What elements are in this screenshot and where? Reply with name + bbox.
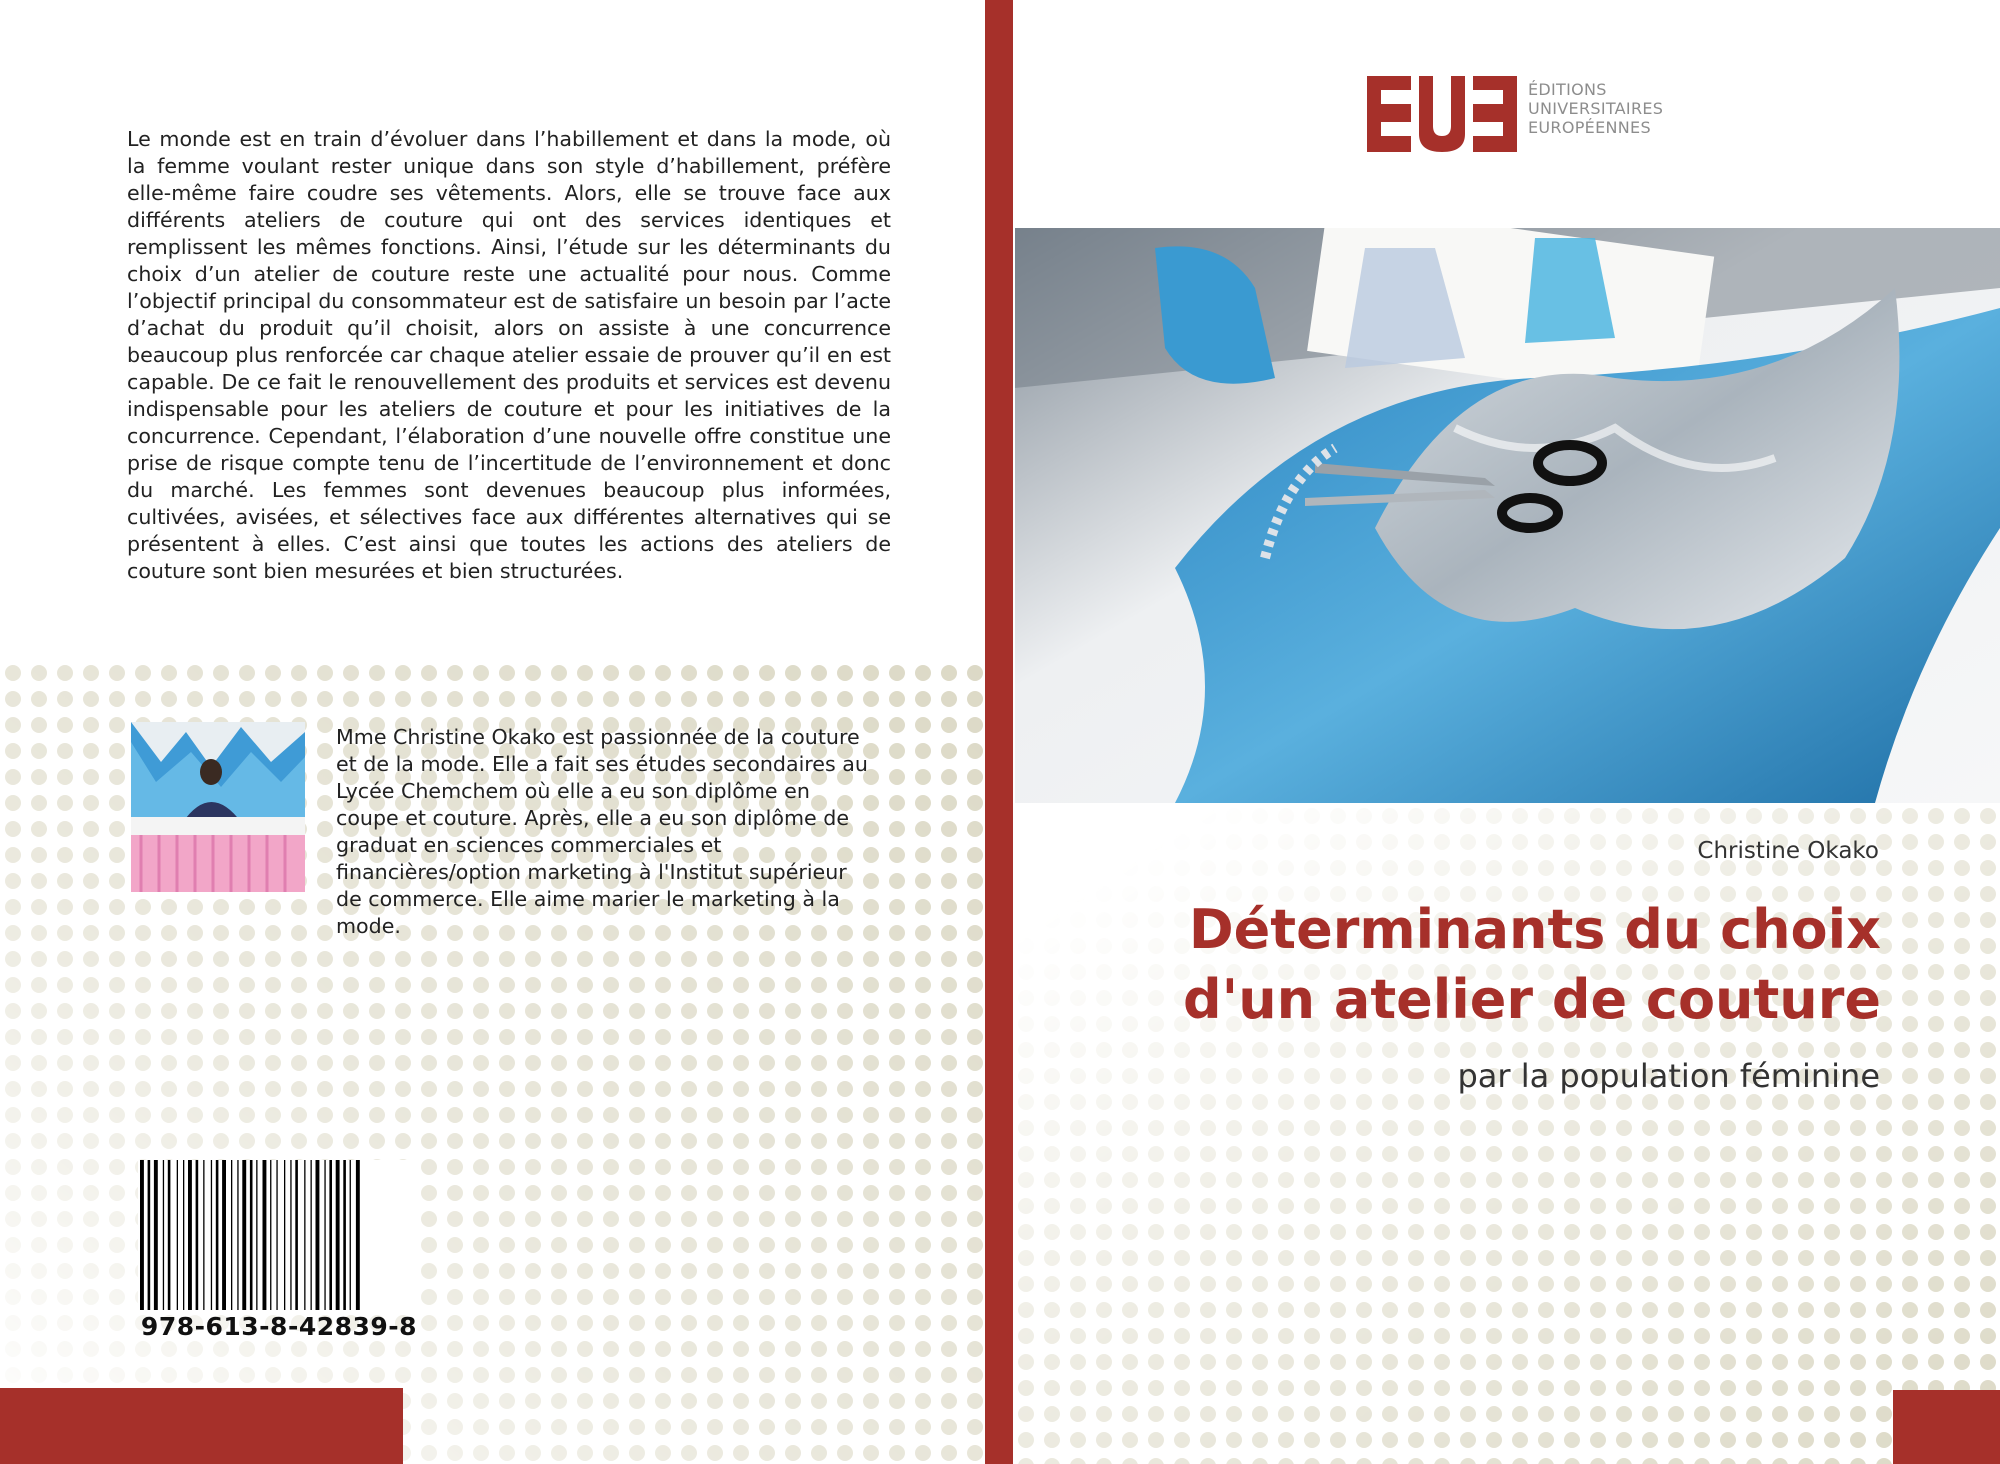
publisher-name: [1528, 80, 1663, 137]
book-subtitle: par la population féminine: [1457, 1057, 1880, 1095]
title-line-2: d'un atelier de couture: [1183, 968, 1881, 1031]
title-line-1: Déterminants du choix: [1188, 898, 1881, 961]
publisher-line-3: EUROPÉENNES: [1528, 118, 1651, 137]
author-name: Christine Okako: [1697, 838, 1879, 864]
barcode: [138, 1160, 420, 1310]
cover-photo: [1015, 228, 2000, 803]
author-photo: [131, 722, 305, 892]
isbn-number: 978-613-8-42839-8: [140, 1312, 418, 1341]
publisher-line-2: UNIVERSITAIRES: [1528, 99, 1664, 118]
publisher-line-1: ÉDITIONS: [1528, 80, 1607, 99]
back-blurb: Le monde est en train d’évoluer dans l’habillement et dans la mode, où la femme voulant rester unique dans son style d’habillement, préfère elle-même faire coudre ses vêtements. Alors, elle se trouve face aux différents ateliers de couture qui ont des services identiques et remplissent les mêmes fonctions. Ainsi, l’étude sur les déterminants du choix d’un atelier de couture reste une actualité pour nous. Comme l’objectif principal du consommateur est de satisfaire un besoin par l’acte d’achat du produit qu’il choisit, alors on assiste à une concurrence beaucoup plus renforcée car chaque atelier essaie de prouver qu’il en est capable. De ce fait le renouvellement des produits et services est devenu indispensable pour les ateliers de couture et pour les initiatives de la concurrence. Cependant, l’élaboration d’une nouvelle offre constitue une prise de risque compte tenu de l’incertitude de l’environnement et donc du marché. Les femmes sont devenues beaucoup plus informées, cultivées, avisées, et sélectives face aux différentes alternatives qui se présentent à elles. C’est ainsi que toutes les actions des ateliers de couture sont bien mesurées et bien structurées.: [127, 127, 891, 583]
front-bottom-bar: [1893, 1390, 2000, 1464]
book-title: [1183, 895, 1881, 1035]
author-bio: Mme Christine Okako est passionnée de la couture et de la mode. Elle a fait ses études secondaires au Lycée Chemchem où elle a eu son diplôme en coupe et couture. Après, elle a eu son diplôme de graduat en sciences commerciales et financières/option marketing à l'Institut supérieur de commerce. Elle aime marier le marketing à la mode.: [336, 725, 868, 938]
back-cover: [0, 0, 985, 1464]
back-bottom-bar: [0, 1388, 403, 1464]
spine: [985, 0, 1013, 1464]
